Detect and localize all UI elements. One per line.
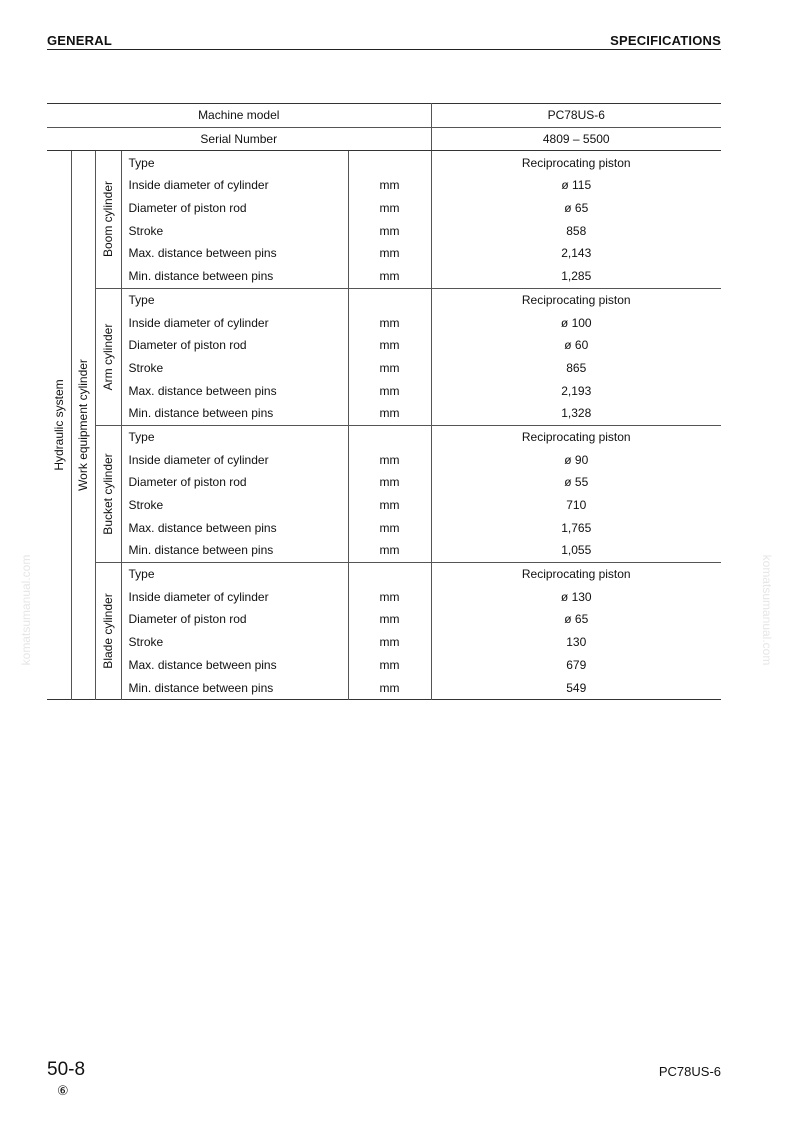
unit-cell: mm <box>348 608 431 631</box>
value-cell: 1,765 <box>561 520 592 535</box>
watermark-right: komatsumanual.com <box>760 554 774 666</box>
item-cell: Min. distance between pins <box>121 265 348 288</box>
value-cell: 1,055 <box>561 543 592 558</box>
unit-cell: mm <box>348 174 431 197</box>
spec-row <box>47 288 721 311</box>
spec-row <box>47 379 721 402</box>
page-title: SPECIFICATIONS <box>610 33 721 48</box>
spec-table <box>47 103 721 700</box>
value-cell: 858 <box>566 223 587 238</box>
spec-row <box>47 539 721 562</box>
unit-cell: mm <box>348 448 431 471</box>
value-cell: ø 90 <box>564 452 589 467</box>
unit-cell: mm <box>348 516 431 539</box>
spec-row <box>47 448 721 471</box>
item-cell: Inside diameter of cylinder <box>121 448 348 471</box>
unit-cell <box>348 562 431 585</box>
value-cell: Reciprocating piston <box>431 425 721 448</box>
value-cell: Reciprocating piston <box>431 151 721 174</box>
item-cell: Diameter of piston rod <box>121 334 348 357</box>
value-cell: 2,143 <box>561 246 592 261</box>
item-cell: Max. distance between pins <box>121 379 348 402</box>
unit-cell: mm <box>348 357 431 380</box>
item-cell: Type <box>121 288 348 311</box>
item-cell: Inside diameter of cylinder <box>121 311 348 334</box>
unit-cell: mm <box>348 197 431 220</box>
cylinder-group-cell <box>95 425 121 562</box>
unit-cell: mm <box>348 494 431 517</box>
item-cell: Stroke <box>121 219 348 242</box>
serial-number-row <box>47 127 721 151</box>
item-cell: Type <box>121 151 348 174</box>
spec-row <box>47 174 721 197</box>
value-cell: ø 130 <box>560 589 592 604</box>
subsystem-label: Work equipment cylinder <box>76 359 90 492</box>
cylinder-group-cell <box>95 562 121 699</box>
item-cell: Min. distance between pins <box>121 402 348 425</box>
spec-row <box>47 151 721 174</box>
value-cell: Reciprocating piston <box>431 562 721 585</box>
spec-row <box>47 585 721 608</box>
value-cell: ø 115 <box>561 178 592 193</box>
unit-cell: mm <box>348 631 431 654</box>
unit-cell: mm <box>348 402 431 425</box>
item-cell: Max. distance between pins <box>121 654 348 677</box>
cylinder-group-cell <box>95 288 121 425</box>
header-rule <box>47 49 721 50</box>
spec-row <box>47 242 721 265</box>
unit-cell <box>348 288 431 311</box>
spec-row <box>47 357 721 380</box>
spec-row <box>47 219 721 242</box>
system-label: Hydraulic system <box>51 379 66 471</box>
machine-model-value: PC78US-6 <box>431 104 721 128</box>
item-cell: Inside diameter of cylinder <box>121 174 348 197</box>
spec-row <box>47 265 721 288</box>
value-cell: ø 65 <box>564 612 589 627</box>
section-title: GENERAL <box>47 33 112 48</box>
value-cell: ø 65 <box>564 201 589 216</box>
value-cell: ø 55 <box>564 475 589 490</box>
item-cell: Type <box>121 562 348 585</box>
spec-row <box>47 676 721 699</box>
item-cell: Max. distance between pins <box>121 516 348 539</box>
serial-number-label: Serial Number <box>47 127 431 151</box>
spec-row <box>47 654 721 677</box>
unit-cell: mm <box>348 585 431 608</box>
cylinder-group-label: Boom cylinder <box>101 181 115 258</box>
machine-model-label: Machine model <box>47 104 431 128</box>
unit-cell <box>348 151 431 174</box>
unit-cell: mm <box>348 471 431 494</box>
unit-cell <box>348 425 431 448</box>
value-cell: ø 60 <box>564 338 589 353</box>
item-cell: Inside diameter of cylinder <box>121 585 348 608</box>
item-cell: Diameter of piston rod <box>121 471 348 494</box>
value-cell: 1,328 <box>561 406 592 421</box>
footer-model: PC78US-6 <box>658 1064 721 1079</box>
unit-cell: mm <box>348 265 431 288</box>
unit-cell: mm <box>348 311 431 334</box>
item-cell: Stroke <box>121 631 348 654</box>
value-cell: ø 100 <box>560 315 592 330</box>
unit-cell: mm <box>348 219 431 242</box>
item-cell: Stroke <box>121 357 348 380</box>
spec-row <box>47 425 721 448</box>
cylinder-group-label: Blade cylinder <box>101 593 115 669</box>
unit-cell: mm <box>348 334 431 357</box>
cylinder-group-cell <box>95 151 121 288</box>
serial-number-value: 4809 – 5500 <box>431 127 721 151</box>
value-cell: 2,193 <box>561 383 592 398</box>
value-cell: 549 <box>566 680 587 695</box>
page-number: 50-8 <box>47 1059 86 1080</box>
subsystem-label-cell <box>71 151 95 700</box>
value-cell: Reciprocating piston <box>431 288 721 311</box>
cylinder-group-label: Arm cylinder <box>101 323 115 390</box>
spec-row <box>47 562 721 585</box>
watermark-left: komatsumanual.com <box>19 554 33 666</box>
spec-row <box>47 516 721 539</box>
revision-mark: ⑥ <box>57 1083 69 1098</box>
spec-row <box>47 334 721 357</box>
value-cell: 130 <box>566 635 587 650</box>
item-cell: Min. distance between pins <box>121 539 348 562</box>
spec-row <box>47 608 721 631</box>
spec-row <box>47 494 721 517</box>
value-cell: 1,285 <box>561 269 592 284</box>
item-cell: Max. distance between pins <box>121 242 348 265</box>
unit-cell: mm <box>348 676 431 699</box>
item-cell: Min. distance between pins <box>121 676 348 699</box>
spec-row <box>47 471 721 494</box>
item-cell: Type <box>121 425 348 448</box>
unit-cell: mm <box>348 379 431 402</box>
item-cell: Diameter of piston rod <box>121 197 348 220</box>
item-cell: Stroke <box>121 494 348 517</box>
value-cell: 710 <box>566 498 587 513</box>
value-cell: 679 <box>566 657 587 672</box>
item-cell: Diameter of piston rod <box>121 608 348 631</box>
system-label-cell <box>47 151 71 700</box>
unit-cell: mm <box>348 242 431 265</box>
value-cell: 865 <box>566 360 587 375</box>
spec-row <box>47 631 721 654</box>
unit-cell: mm <box>348 539 431 562</box>
unit-cell: mm <box>348 654 431 677</box>
spec-row <box>47 197 721 220</box>
machine-model-row <box>47 104 721 128</box>
spec-row <box>47 402 721 425</box>
spec-row <box>47 311 721 334</box>
cylinder-group-label: Bucket cylinder <box>101 453 115 535</box>
